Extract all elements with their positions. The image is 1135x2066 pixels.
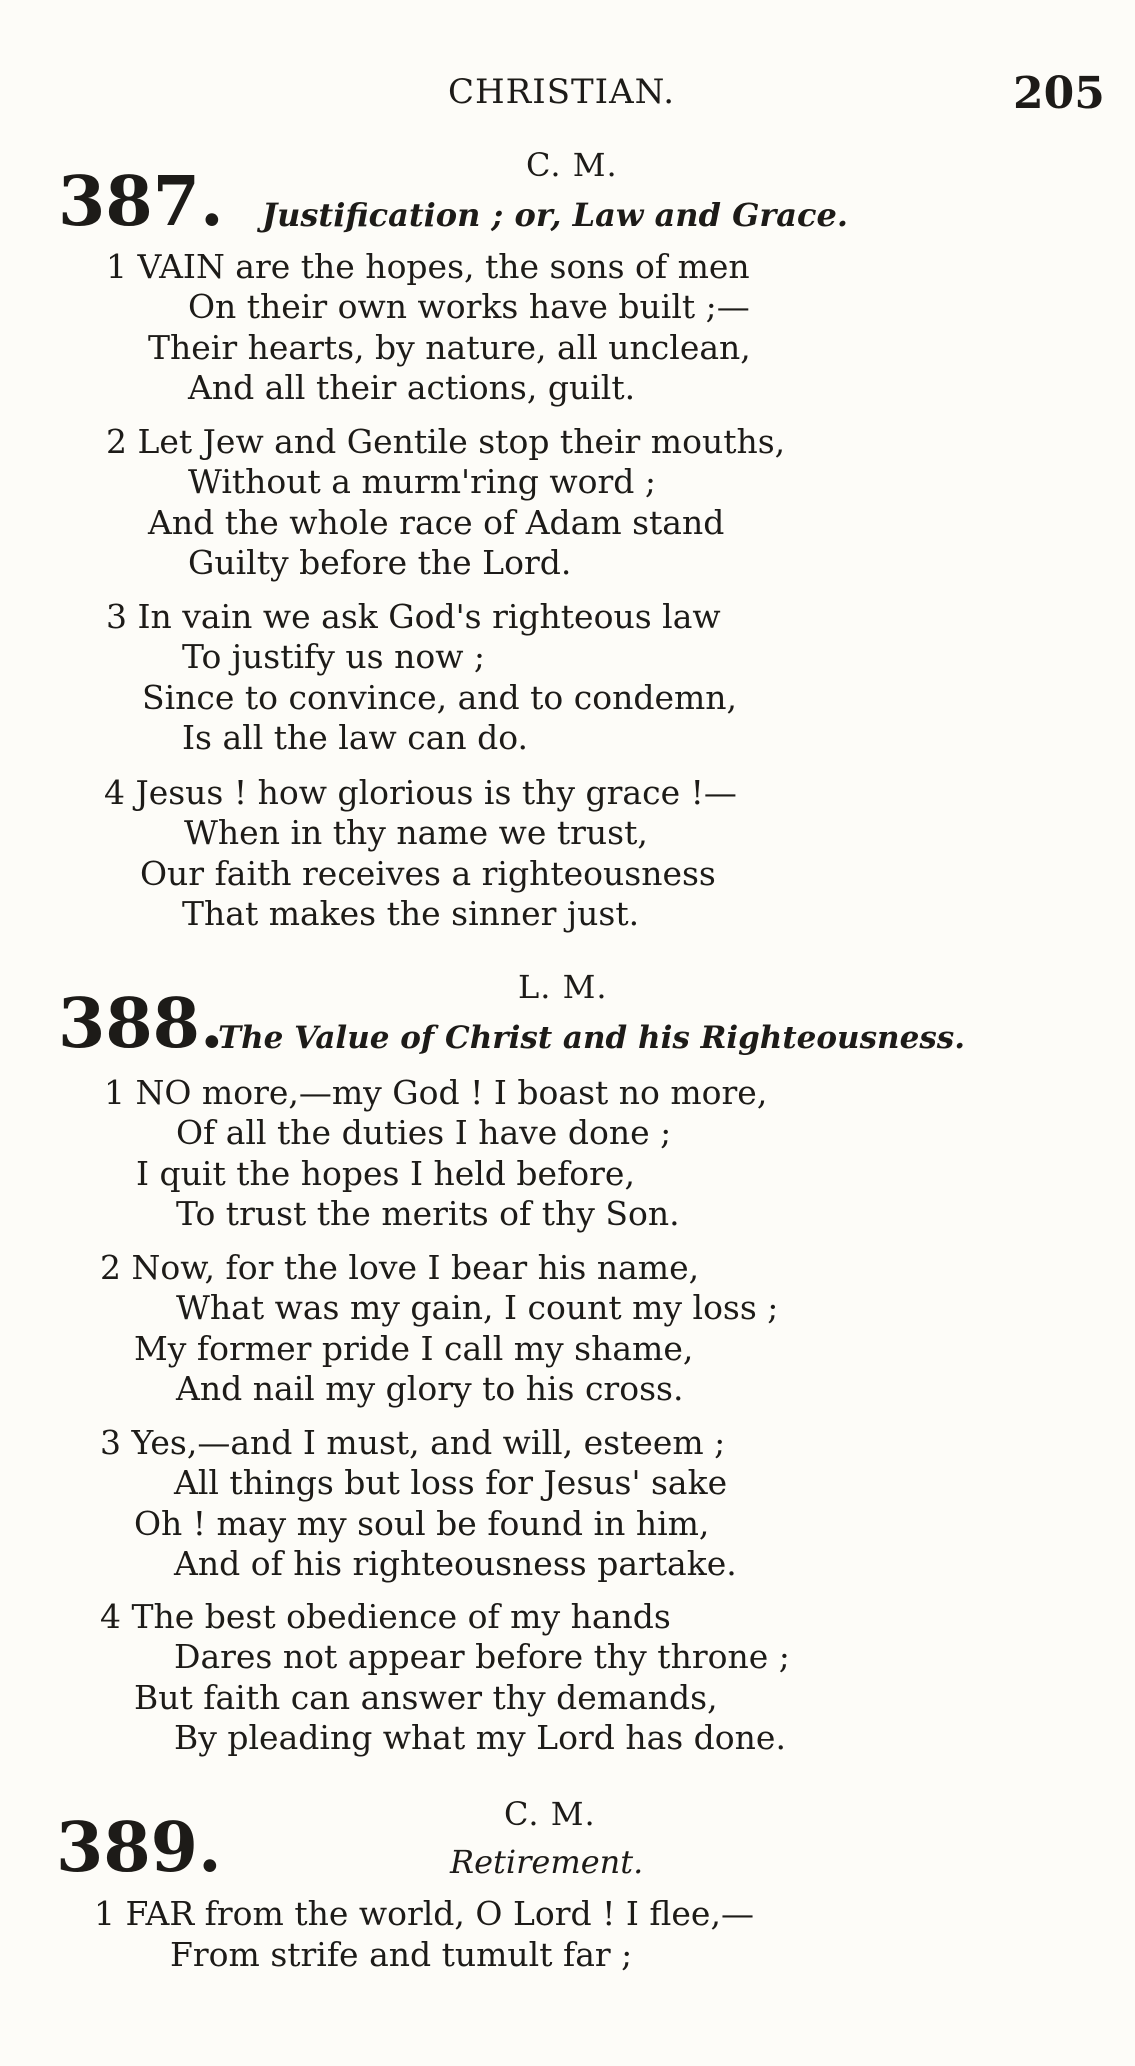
hymn-meter: L. M. [518, 968, 608, 1006]
running-title: CHRISTIAN. [448, 72, 676, 112]
verse-line: And the whole race of Adam stand [148, 503, 725, 542]
page-number: 205 [1013, 68, 1105, 119]
verse-line: To trust the merits of thy Son. [176, 1194, 680, 1233]
hymn-number: 388. [58, 984, 224, 1064]
hymn-number: 387. [58, 162, 224, 242]
verse-line: 1 NO more,—my God ! I boast no more, [104, 1073, 768, 1112]
hymn-meter: C. M. [504, 1795, 596, 1833]
verse-line: Their hearts, by nature, all unclean, [148, 328, 751, 367]
verse-line: All things but loss for Jesus' sake [174, 1463, 728, 1502]
verse-line: And nail my glory to his cross. [176, 1369, 684, 1408]
verse-line: And all their actions, guilt. [188, 368, 636, 407]
verse-line: 3 In vain we ask God's righteous law [106, 597, 721, 636]
verse-line: 1 FAR from the world, O Lord ! I flee,— [94, 1894, 754, 1933]
hymn-meter: C. M. [526, 146, 618, 184]
verse-line: What was my gain, I count my loss ; [176, 1288, 779, 1327]
verse-line: Guilty before the Lord. [188, 543, 572, 582]
verse-line: Is all the law can do. [182, 718, 529, 757]
hymn-title: The Value of Christ and his Righteousness. [218, 1020, 966, 1056]
hymn-number: 389. [56, 1808, 222, 1888]
verse-line: I quit the hopes I held before, [136, 1154, 635, 1193]
verse-line: On their own works have built ;— [188, 287, 750, 326]
verse-line: 4 The best obedience of my hands [100, 1597, 671, 1636]
hymn-title: Justification ; or, Law and Grace. [262, 196, 848, 234]
verse-line: 2 Now, for the love I bear his name, [100, 1248, 700, 1287]
verse-line: Of all the duties I have done ; [176, 1113, 672, 1152]
hymn-title: Retirement. [450, 1843, 644, 1881]
verse-line: Since to convince, and to condemn, [142, 678, 738, 717]
verse-line: 1 VAIN are the hopes, the sons of men [106, 247, 750, 286]
verse-line: 2 Let Jew and Gentile stop their mouths, [106, 422, 786, 461]
verse-line: To justify us now ; [182, 637, 486, 676]
verse-line: 3 Yes,—and I must, and will, esteem ; [100, 1423, 726, 1462]
verse-line: From strife and tumult far ; [170, 1935, 633, 1974]
verse-line: My former pride I call my shame, [134, 1329, 694, 1368]
verse-line: Our faith receives a righteousness [140, 854, 716, 893]
verse-line: By pleading what my Lord has done. [174, 1718, 786, 1757]
verse-line: Oh ! may my soul be found in him, [134, 1504, 710, 1543]
verse-line: When in thy name we trust, [184, 813, 648, 852]
verse-line: That makes the sinner just. [182, 894, 640, 933]
verse-line: 4 Jesus ! how glorious is thy grace !— [104, 773, 737, 812]
verse-line: But faith can answer thy demands, [134, 1678, 718, 1717]
verse-line: Without a murm'ring word ; [188, 462, 656, 501]
verse-line: Dares not appear before thy throne ; [174, 1637, 790, 1676]
verse-line: And of his righteousness partake. [174, 1544, 737, 1583]
